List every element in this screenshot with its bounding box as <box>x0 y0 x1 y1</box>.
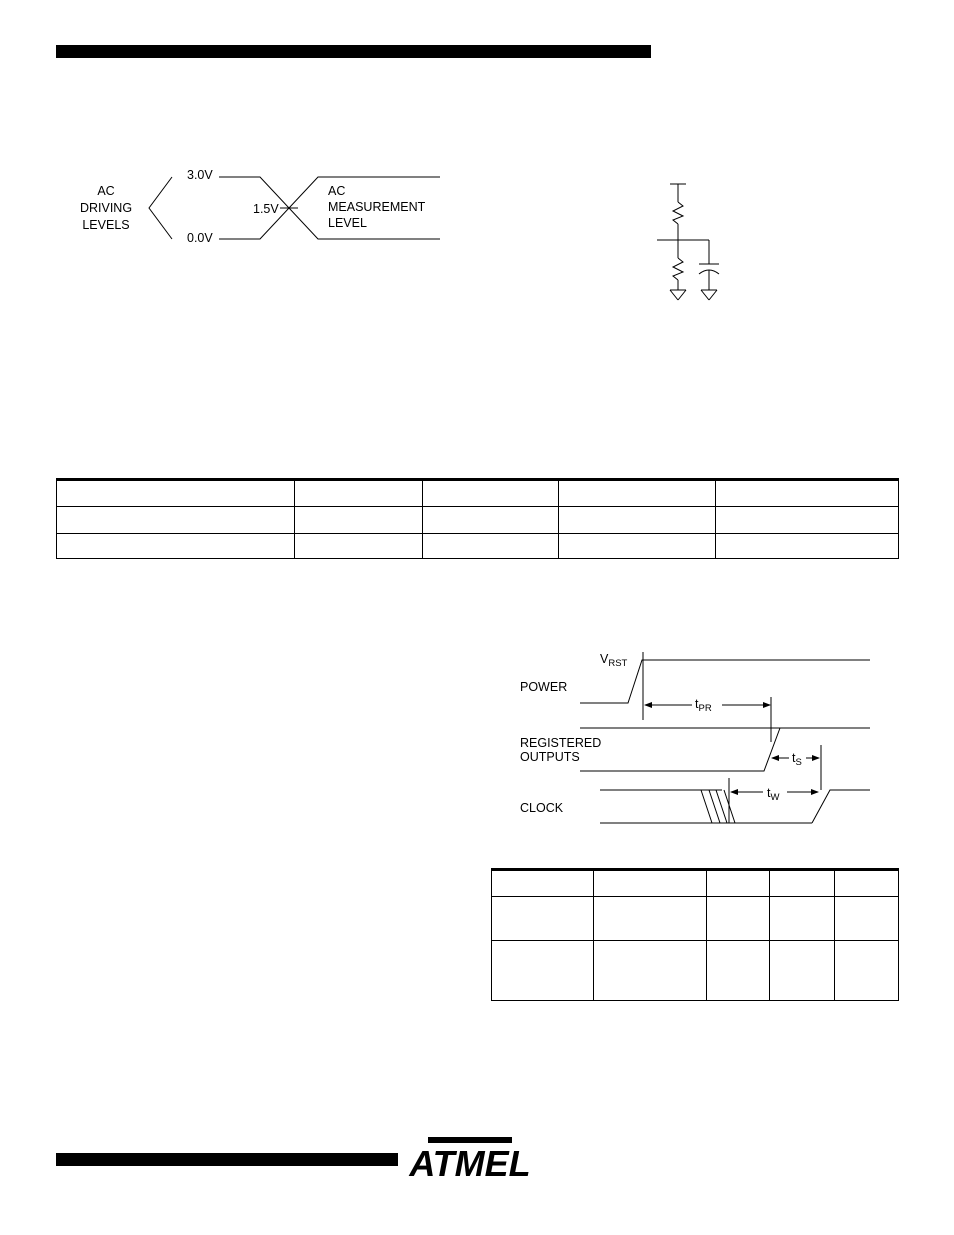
logo-text: ATMEL <box>409 1143 531 1184</box>
low-level-label: 0.0V <box>187 231 213 245</box>
tw-sub: W <box>770 792 780 803</box>
ac-driving-label-line2: DRIVING <box>79 201 133 215</box>
ac-measurement-label-line2: MEASUREMENT <box>328 200 426 214</box>
ts-sub: S <box>795 757 802 768</box>
ac-measurement-label-line3: LEVEL <box>328 216 367 230</box>
clock-label: CLOCK <box>520 801 564 815</box>
vrst-main: V <box>600 652 609 666</box>
ac-driving-label-line1: AC <box>97 184 115 198</box>
ts-main: t <box>792 751 796 765</box>
ac-measurement-label-line1: AC <box>328 184 346 198</box>
tw-main: t <box>767 786 771 800</box>
tpr-main: t <box>695 697 699 711</box>
vrst-sub: RST <box>608 658 628 669</box>
registered-outputs-label-line2: OUTPUTS <box>520 750 580 764</box>
power-label: POWER <box>520 680 568 694</box>
registered-outputs-label-line1: REGISTERED <box>520 736 602 750</box>
mid-level-label: 1.5V <box>253 202 279 216</box>
tpr-sub: PR <box>698 703 712 714</box>
ac-driving-label-line3: LEVELS <box>82 218 130 232</box>
high-level-label: 3.0V <box>187 168 213 182</box>
